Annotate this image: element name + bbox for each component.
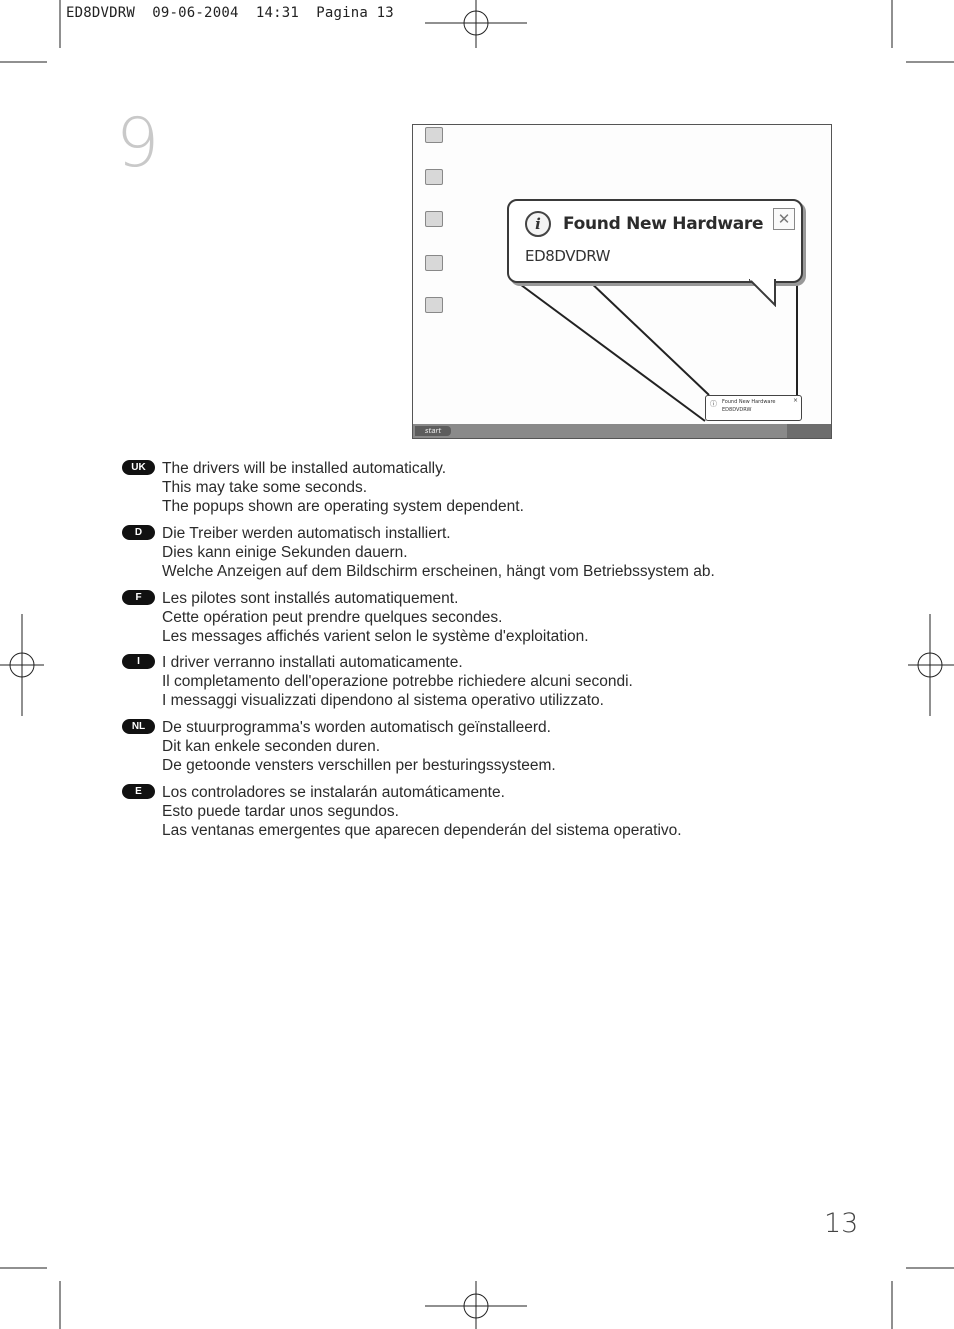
instruction-line: Die Treiber werden automatisch installiert. (162, 525, 451, 542)
info-icon: i (525, 211, 551, 237)
start-button[interactable]: start (415, 426, 451, 436)
instruction-line: Las ventanas emergentes que aparecen dependerán del sistema operativo. (162, 822, 682, 840)
instruction-text (162, 718, 556, 776)
instruction-text (162, 524, 715, 582)
instruction-line: De getoonde vensters verschillen per besturingssysteem. (162, 757, 556, 775)
instruction-line: This may take some seconds. (162, 479, 368, 497)
language-badge: NL (122, 719, 155, 734)
instruction-line: I driver verranno installati automaticamente. (162, 654, 463, 671)
balloon-device-name: ED8DVDRW (525, 247, 611, 265)
close-icon[interactable]: ✕ (773, 208, 795, 230)
instruction-line: De stuurprogramma's worden automatisch geïnstalleerd. (162, 719, 551, 736)
tray-balloon-title: Found New Hardware (722, 399, 776, 405)
language-badge: UK (122, 460, 155, 475)
language-badge: F (122, 590, 155, 605)
instruction-line: Les messages affichés varient selon le système d'exploitation. (162, 628, 589, 646)
tray-balloon-device: ED8DVDRW (722, 407, 752, 413)
instruction-text (162, 459, 524, 517)
info-icon: ⓘ (710, 400, 717, 408)
instruction-line: Welche Anzeigen auf dem Bildschirm erscheinen, hängt vom Betriebssystem ab. (162, 563, 715, 581)
instruction-text (162, 783, 682, 841)
language-badge: I (122, 654, 155, 669)
tray-notification-balloon (705, 395, 802, 421)
instruction-line: I messaggi visualizzati dipendono al sistema operativo utilizzato. (162, 692, 604, 710)
instruction-line: Esto puede tardar unos segundos. (162, 803, 399, 821)
instruction-text (162, 653, 633, 711)
balloon-title: Found New Hardware (563, 214, 764, 234)
language-badge: E (122, 784, 155, 799)
step-number: 9 (116, 104, 160, 183)
page-number: 13 (824, 1208, 859, 1239)
language-badge: D (122, 525, 155, 540)
instruction-line: Cette opération peut prendre quelques secondes. (162, 609, 503, 627)
instruction-line: Dit kan enkele seconden duren. (162, 738, 381, 756)
taskbar (413, 424, 831, 438)
close-icon: × (792, 397, 798, 404)
instruction-line: Dies kann einige Sekunden dauern. (162, 544, 408, 562)
found-new-hardware-balloon (507, 199, 803, 283)
balloon-tail (749, 279, 779, 307)
instruction-line: The drivers will be installed automatically. (162, 460, 446, 477)
instruction-line: The popups shown are operating system dependent. (162, 498, 524, 516)
instruction-text (162, 589, 589, 647)
system-tray (787, 424, 831, 438)
screenshot-illustration (412, 124, 832, 439)
print-header: ED8DVDRW 09-06-2004 14:31 Pagina 13 (66, 5, 394, 21)
instruction-line: Los controladores se instalarán automáticamente. (162, 784, 505, 801)
instruction-line: Il completamento dell'operazione potrebbe richiedere alcuni secondi. (162, 673, 633, 691)
instruction-line: Les pilotes sont installés automatiquement. (162, 590, 459, 607)
